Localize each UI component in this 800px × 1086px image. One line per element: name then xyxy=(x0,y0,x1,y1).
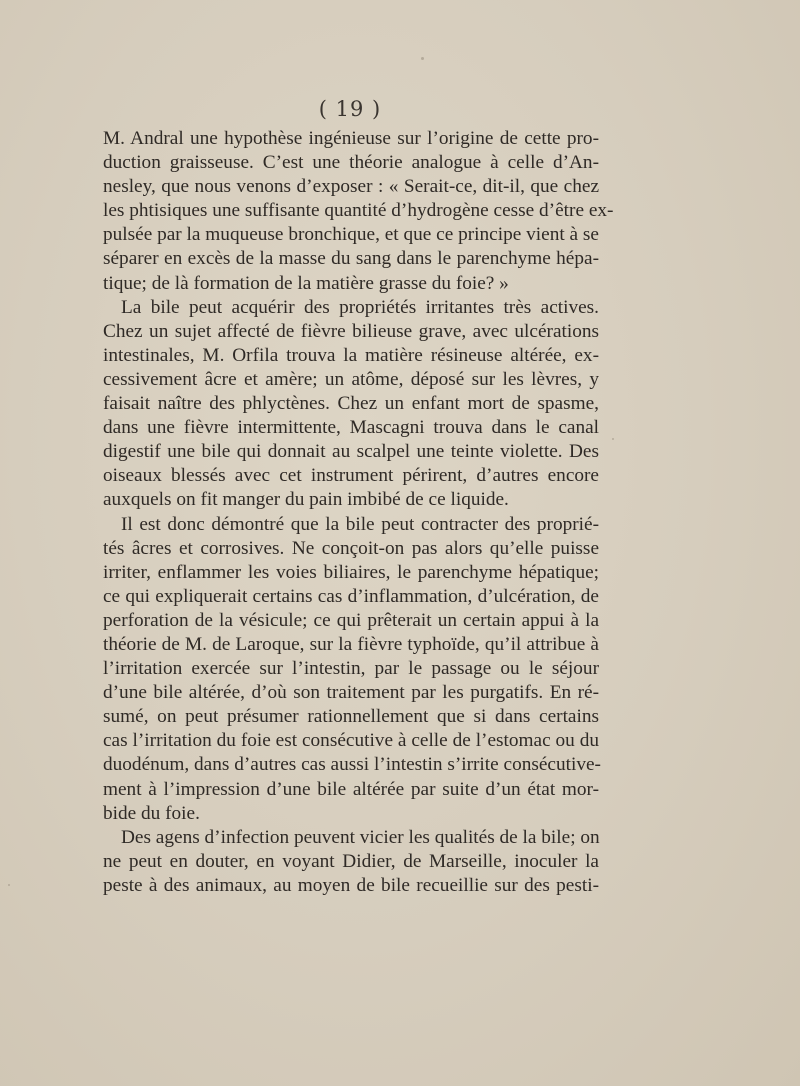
text-line: dans une fièvre intermittente, Mascagni trouva dans le canal xyxy=(103,417,599,439)
body-text xyxy=(103,127,614,898)
text-line: auxquels on fit manger du pain imbibé de ce liquide. xyxy=(103,489,509,511)
text-line: digestif une bile qui donnait au scalpel une teinte violette. Des xyxy=(103,441,599,463)
text-line: perforation de la vésicule; ce qui prêterait un certain appui à la xyxy=(103,609,599,631)
text-line: duodénum, dans d’autres cas aussi l’intestin s’irrite consécutive- xyxy=(103,754,601,776)
paper-speck xyxy=(8,884,10,886)
text-line: cessivement âcre et amère; un atôme, déposé sur les lèvres, y xyxy=(103,368,599,390)
text-line: théorie de M. de Laroque, sur la fièvre typhoïde, qu’il attribue à xyxy=(103,633,599,655)
text-line: M. Andral une hypothèse ingénieuse sur l’origine de cette pro- xyxy=(103,128,599,149)
text-line: ment à l’impression d’une bile altérée par suite d’un état mor- xyxy=(103,778,599,800)
text-line: oiseaux blessés avec cet instrument périrent, d’autres encore xyxy=(103,465,599,487)
text-line: tique; de là formation de la matière grasse du foie? » xyxy=(103,272,509,294)
text-line: pulsée par la muqueuse bronchique, et que ce principe vient à se xyxy=(103,224,599,246)
text-line: nesley, que nous venons d’exposer : « Serait-ce, dit-il, que chez xyxy=(103,176,599,198)
text-line: ne peut en douter, en voyant Didier, de Marseille, inoculer la xyxy=(103,850,599,872)
text-line: Il est donc démontré que la bile peut contracter des proprié- xyxy=(121,513,599,535)
text-line: peste à des animaux, au moyen de bile recueillie sur des pesti- xyxy=(103,874,599,896)
text-line: intestinales, M. Orfila trouva la matière résineuse altérée, ex- xyxy=(103,344,599,366)
text-line: irriter, enflammer les voies biliaires, le parenchyme hépatique; xyxy=(103,561,599,583)
text-line: sumé, on peut présumer rationnellement que si dans certains xyxy=(103,706,599,728)
paper-speck xyxy=(421,57,424,60)
text-line: La bile peut acquérir des propriétés irritantes très actives. xyxy=(121,296,599,318)
text-line: cas l’irritation du foie est consécutive à celle de l’estomac ou du xyxy=(103,730,599,752)
text-line: Chez un sujet affecté de fièvre bilieuse grave, avec ulcérations xyxy=(103,320,599,342)
text-line: les phtisiques une suffisante quantité d’hydrogène cesse d’être ex- xyxy=(103,200,614,222)
text-line: tés âcres et corrosives. Ne conçoit-on pas alors qu’elle puisse xyxy=(103,537,599,559)
page-number: ( 19 ) xyxy=(318,97,382,121)
text-line: ce qui expliquerait certains cas d’inflammation, d’ulcération, de xyxy=(103,585,599,607)
text-line: duction graisseuse. C’est une théorie analogue à celle d’An- xyxy=(103,152,599,174)
text-line: d’une bile altérée, d’où son traitement par les purgatifs. En ré- xyxy=(103,682,599,704)
text-line: bide du foie. xyxy=(103,802,200,824)
paper-speck xyxy=(612,438,614,440)
text-line: l’irritation exercée sur l’intestin, par le passage ou le séjour xyxy=(103,658,599,680)
text-line: séparer en excès de la masse du sang dans le parenchyme hépa- xyxy=(103,248,599,270)
text-line: faisait naître des phlyctènes. Chez un enfant mort de spasme, xyxy=(103,393,599,415)
text-line: Des agens d’infection peuvent vicier les qualités de la bile; on xyxy=(121,826,600,848)
